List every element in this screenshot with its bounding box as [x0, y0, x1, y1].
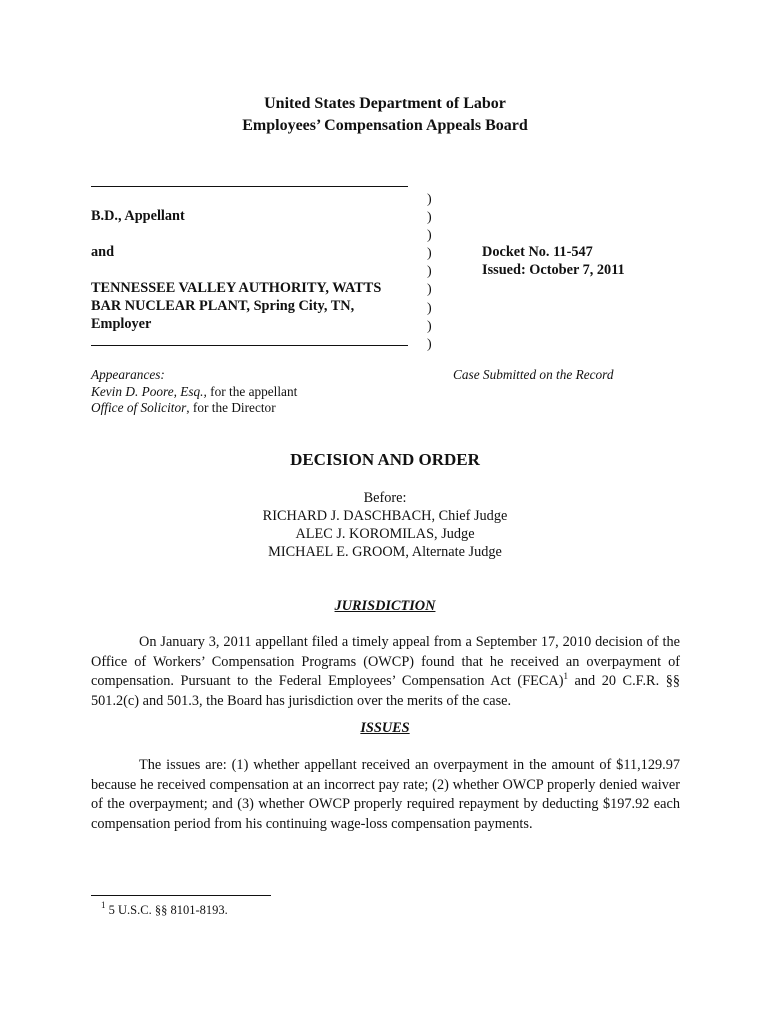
issues-paragraph: [91, 756, 680, 834]
issues-text: The issues are: (1) whether appellant received an overpayment in the amount of $11,129.97 because he received compensation at an incorrect pay rate; (2) whether OWCP properly denied waiver of the overpayment; and (3) whether OWCP properly required repayment by deducting $197.92 each compensation period from his continuing wage-loss compensation payments.: [91, 757, 680, 832]
paren: ): [427, 282, 432, 298]
paren: ): [427, 264, 432, 280]
case-submission: Case Submitted on the Record: [453, 367, 614, 382]
caption-top-rule: [91, 186, 408, 187]
footnote-separator: [91, 895, 271, 896]
paren: ): [427, 210, 432, 226]
board-title: Employees’ Compensation Appeals Board: [242, 117, 528, 134]
appearances: [91, 367, 297, 417]
footnote-text: 5 U.S.C. §§ 8101-8193.: [108, 903, 228, 917]
judge: ALEC J. KOROMILAS, Judge: [295, 526, 475, 542]
caption-bottom-rule: [91, 345, 408, 346]
judge: MICHAEL E. GROOM, Alternate Judge: [268, 544, 502, 560]
jurisdiction-paragraph: [91, 633, 680, 711]
director-counsel-role: , for the Director: [186, 400, 276, 415]
footnote-reference: 1: [563, 671, 569, 682]
agency-title: United States Department of Labor: [264, 95, 506, 112]
paren: ): [427, 318, 432, 334]
jurisdiction-text-continued: and 20 C.F.R. §§ 501.2(c) and 501.3, the Board has jurisdiction over the merits of the case.: [91, 673, 680, 709]
appearances-heading: Appearances:: [91, 367, 165, 382]
decision-title: DECISION AND ORDER: [290, 450, 480, 469]
appellant-counsel-name: Kevin D. Poore, Esq.,: [91, 383, 207, 399]
paren: ): [427, 336, 432, 352]
issued-date: Issued: October 7, 2011: [482, 262, 625, 278]
judge: RICHARD J. DASCHBACH, Chief Judge: [262, 508, 508, 524]
footnote: [101, 900, 228, 918]
docket-number: Docket No. 11-547: [482, 244, 593, 260]
director-counsel-name: Office of Solicitor: [91, 400, 187, 415]
paren: ): [427, 246, 432, 262]
caption-parentheses: [427, 191, 432, 354]
paren: ): [427, 228, 432, 244]
director-counsel: [91, 400, 297, 417]
jurisdiction-heading: JURISDICTION: [334, 598, 436, 614]
and-text: and: [91, 244, 115, 260]
issues-heading: ISSUES: [360, 720, 410, 736]
appellant-name: B.D., Appellant: [91, 208, 185, 224]
appellant-counsel-role: for the appellant: [206, 383, 298, 399]
employer-line-3: Employer: [91, 316, 152, 332]
employer-line-1: TENNESSEE VALLEY AUTHORITY, WATTS: [91, 280, 382, 296]
paren: ): [427, 300, 432, 316]
paren: ): [427, 192, 432, 207]
appellant-counsel: [91, 384, 297, 401]
footnote-number: 1: [101, 900, 106, 910]
employer-line-2: BAR NUCLEAR PLANT, Spring City, TN,: [91, 298, 355, 314]
before-label: Before:: [363, 490, 407, 506]
jurisdiction-text: On January 3, 2011 appellant filed a timely appeal from a September 17, 2010 decision of the Office of Workers’ Compensation Programs (OWCP) found that he received an overpayment of compensation. Pursuant to the Federal Employees’ Compensation Act (FECA): [91, 634, 680, 690]
